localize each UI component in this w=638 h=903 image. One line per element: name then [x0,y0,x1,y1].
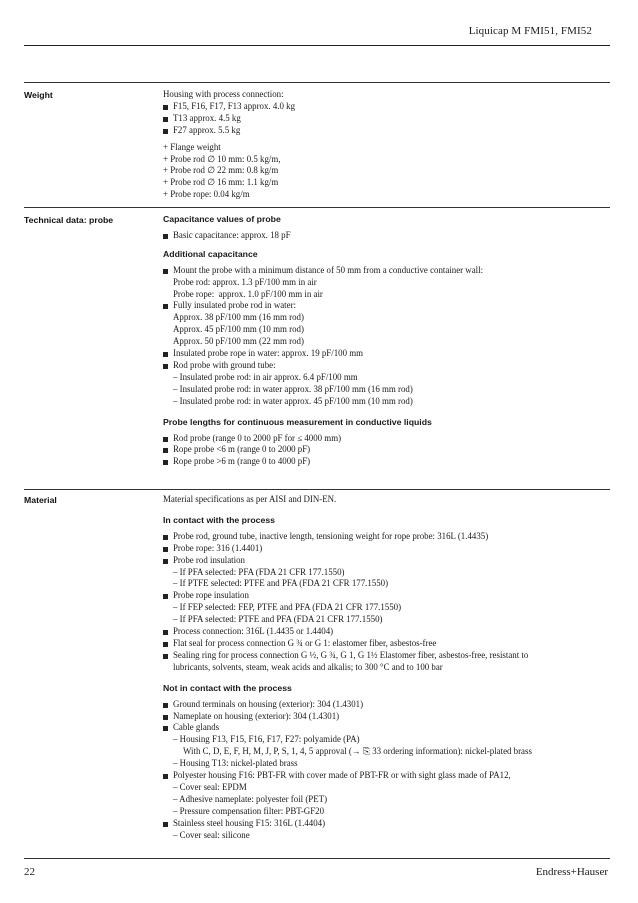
list-subline: Probe rope: approx. 1.0 pF/100 mm in air [173,288,323,299]
list-subline: – Cover seal: EPDM [173,781,247,792]
list-subline: – Housing T13: nickel-plated brass [173,758,298,769]
list-item: Rod probe with ground tube: [163,360,603,372]
list-subline: – Pressure compensation filter: PBT-GF20 [173,805,325,816]
list-item: Probe rope insulation [163,590,603,602]
list-subline: Approx. 45 pF/100 mm (10 mm rod) [173,324,304,335]
in-contact-heading: In contact with the process [163,514,275,525]
list-item: Probe rod, ground tube, inactive length, tensioning weight for rope probe: 316L (1.4435) [163,531,603,543]
additional-capacitance-heading: Additional capacitance [163,248,258,259]
section-divider [24,489,610,490]
list-item: Process connection: 316L (1.4435 or 1.4404) [163,626,603,638]
list-subline: Approx. 50 pF/100 mm (22 mm rod) [173,336,304,347]
list-item: Flat seal for process connection G ¾ or G 1: elastomer fiber, asbestos-free [163,638,603,650]
page-number: 22 [24,866,35,878]
footer-rule [24,858,610,859]
list-item: Cable glands [163,722,603,734]
material-intro: Material specifications as per AISI and DIN-EN. [163,494,337,504]
weight-extra: + Probe rope: 0.04 kg/m [163,189,250,200]
list-subline: – Insulated probe rod: in water approx. 45 pF/100 mm (10 mm rod) [173,395,413,406]
list-item: Basic capacitance: approx. 18 pF [163,230,603,242]
not-in-contact-heading: Not in contact with the process [163,682,292,693]
list-subline: lubricants, solvents, steam, weak acids and alkalis; to 300 °C and to 100 bar [173,661,443,672]
list-subline: – If PTFE selected: PTFE and PFA (FDA 21 CFR 177.1550) [173,578,389,589]
list-item: Nameplate on housing (exterior): 304 (1.4301) [163,711,603,723]
weight-label: Weight [24,90,53,100]
list-subline: – Insulated probe rod: in air approx. 6.4 pF/100 mm [173,371,358,382]
list-item: Rope probe >6 m (range 0 to 4000 pF) [163,456,603,468]
list-subline: – If PFA selected: PTFE and PFA (FDA 21 CFR 177.1550) [173,614,383,625]
list-item: Rope probe <6 m (range 0 to 2000 pF) [163,444,603,456]
list-item: F15, F16, F17, F13 approx. 4.0 kg [163,101,603,113]
weight-intro: Housing with process connection: [163,89,284,99]
list-subline: – If PFA selected: PFA (FDA 21 CFR 177.1550) [173,566,345,577]
list-item: Fully insulated probe rod in water: [163,300,603,312]
list-item: Ground terminals on housing (exterior): 304 (1.4301) [163,699,603,711]
material-content [163,494,603,841]
list-subline: – Adhesive nameplate: polyester foil (PET) [173,793,328,804]
weight-extra: + Probe rod ∅ 16 mm: 1.1 kg/m [163,177,279,188]
weight-extra: + Flange weight [163,141,221,152]
list-item: Sealing ring for process connection G ½, G ¾, G 1, G 1½ Elastomer fiber, asbestos-free, resistant to [163,650,603,662]
capacitance-heading: Capacitance values of probe [163,214,281,224]
document-title: Liquicap M FMI51, FMI52 [468,25,592,37]
weight-extra: + Probe rod ∅ 10 mm: 0.5 kg/m, [163,153,281,164]
list-subline: Probe rod: approx. 1.3 pF/100 mm in air [173,276,317,287]
page-header [0,0,638,47]
list-item: Polyester housing F16: PBT-FR with cover made of PBT-FR or with sight glass made of PA12, [163,770,603,782]
list-subline: – Housing F13, F15, F16, F17, F27: polyamide (PA) [173,734,360,745]
material-label: Material [24,495,57,505]
list-subline: – Insulated probe rod: in water approx. 38 pF/100 mm (16 mm rod) [173,383,413,394]
probe-lengths-heading: Probe lengths for continuous measurement in conductive liquids [163,416,432,427]
list-subline: – Cover seal: silicone [173,829,250,840]
weight-content [163,89,603,201]
brand-name: Endress+Hauser [535,866,608,878]
header-rule [24,45,610,46]
list-subline: With C, D, E, F, H, M, J, P, S, 1, 4, 5 approval (→ ⎘ 33 ordering information): nickel-plated brass [183,746,532,757]
section-divider [24,82,610,83]
list-item: Probe rope: 316 (1.4401) [163,543,603,555]
probe-label: Technical data: probe [24,215,114,225]
list-subline: Approx. 38 pF/100 mm (16 mm rod) [173,312,304,323]
list-item: Probe rod insulation [163,555,603,567]
list-item: Rod probe (range 0 to 2000 pF for ≤ 4000 mm) [163,433,603,445]
probe-content [163,207,603,468]
list-item: Stainless steel housing F15: 316L (1.4404) [163,818,603,830]
list-item: F27 approx. 5.5 kg [163,125,603,137]
list-item: Mount the probe with a minimum distance of 50 mm from a conductive container wall: [163,265,603,277]
weight-extra: + Probe rod ∅ 22 mm: 0.8 kg/m [163,165,279,176]
list-item: T13 approx. 4.5 kg [163,113,603,125]
list-subline: – If FEP selected: FEP, PTFE and PFA (FDA 21 CFR 177.1550) [173,602,402,613]
list-item: Insulated probe rope in water: approx. 19 pF/100 mm [163,348,603,360]
